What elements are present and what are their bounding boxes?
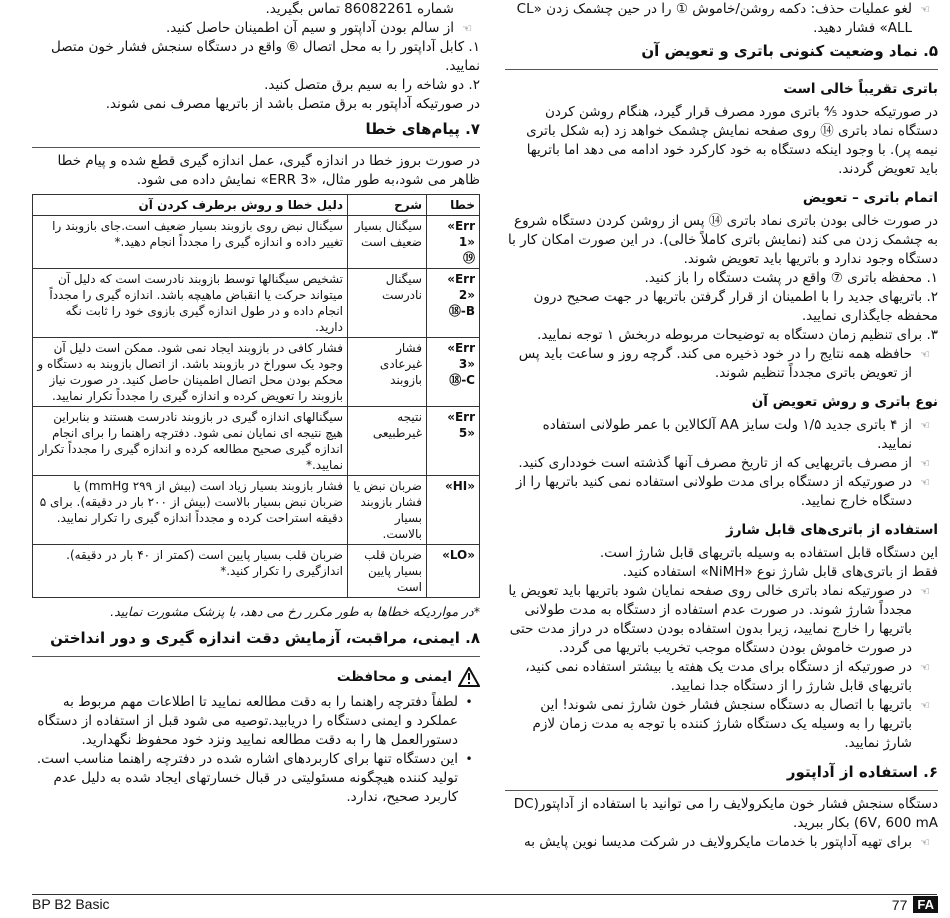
section-5-title: ۵. نماد وضعیت کنونی باتری و تعویض آن	[505, 42, 938, 70]
adapter-end-text: در صورتیکه آداپتور به برق متصل باشد از باتریها مصرف نمی شوند.	[105, 96, 480, 112]
note-adapter-check: ☜ از سالم بودن آداپتور و سیم آن اطمینان حاصل کنید.	[32, 19, 480, 38]
adapter-text: دستگاه سنجش فشار خون مایکرولایف را می توانید با استفاده از آداپتور(DC 6V, 600 mA) بکار ببرید.	[513, 796, 938, 831]
warning-icon	[458, 667, 480, 687]
note-rechargeable-1: ☜ در صورتیکه نماد باتری خالی روی صفحه نمایان شود باتریها باید تعویض یا مجدداً شارژ شوند. در صورت عدم استفاده از دستگاه به مدت طولانی باتریها را خارج نمایید، زیرا بدون استفاده بودن دستگاه در دراز مدت حتی در صورت خاموش بودن دستگاه موجب تخریب باتریها می گردد.	[505, 582, 938, 658]
section-6-title: ۶. استفاده از آداپتور	[505, 763, 938, 791]
adapter-step-2: ۲. دو شاخه را به سیم برق متصل کنید.	[264, 77, 480, 93]
error-code: «Err 3»	[447, 341, 475, 371]
error-code: «HI»	[444, 479, 475, 493]
note-adapter: ☜ برای تهیه آداپتور با خدمات مایکرولایف در شرکت مدیسا نوین پایش به	[505, 833, 938, 852]
error-reason: تشخیص سیگنالها توسط بازوبند نادرست است که دلیل آن میتواند حرکت یا انقباض ماهیچه باشد. اندازه گیری را مجدداً انجام داده و در طول اندازه گیری بازوی خود را ثابت نگه دارید.	[33, 269, 348, 338]
error-reason: فشار بازوبند بسیار زیاد است (بیش از ۲۹۹ mmHg) یا ضربان نبض بسیار بالاست (بیش از ۲۰۰ بار در دقیقه). برای ۵ دقیقه استراحت کرده و مجدداً اندازه گیری را تکرار نمایید.	[33, 476, 348, 545]
error-code-cell	[427, 407, 480, 476]
error-code: «Err 2»	[447, 272, 475, 302]
error-intro: در صورت بروز خطا در اندازه گیری، عمل اندازه گیری قطع شده و پیام خطا ظاهر می شود،به طور مثال، «ERR 3» نمایش داده می شود.	[57, 153, 480, 188]
note-rechargeable-3: ☜ باتریها با اتصال به دستگاه سنجش فشار خون شارژ نمی شوند! این باتریها را به وسیله یک دستگاه شارژ کننده با توجه به مدت زمان لازم شارژ نمایید.	[505, 696, 938, 753]
low-battery-text: در صورتیکه حدود ⅘ باتری مورد مصرف قرار گیرد، هنگام روشن کردن دستگاه نماد باتری ⑭ روی صفحه نمایش چشمک خواهد زد (به شکل باتری نیمه پر). با وجود اینکه دستگاه به خود کارکرد خود ادامه می دهد اما باتریها باید تعویض گردند.	[526, 104, 938, 177]
low-battery-title: باتری تقریباً خالی است	[783, 81, 938, 97]
error-desc: سیگنال نادرست	[348, 269, 427, 338]
footer-page-info	[892, 896, 938, 913]
safety-bullet-1: • لطفاً دفترچه راهنما را به دقت مطالعه نمایید تا اطلاعات مهم مربوط به عملکرد و ایمنی دستگاه را دریابید.توصیه می شود قبل از استفاده از دستگاه دستورالعمل ها را به دقت مطالعه نمایید ونزد خود محفوظ نگهدارید.	[32, 693, 480, 750]
error-code-cell	[427, 476, 480, 545]
table-row	[33, 338, 480, 407]
header-reason: دلیل خطا و روش برطرف کردن آن	[33, 195, 348, 216]
note-icon: ☜	[920, 457, 930, 470]
table-row	[33, 269, 480, 338]
section-7-title: ۷. پیام‌های خطا	[32, 120, 480, 148]
phone-text: شماره 86082261 تماس بگیرید.	[265, 1, 454, 17]
note-battery-type-3: ☜ در صورتیکه از دستگاه برای مدت طولانی استفاده نمی کنید باتریها را از دستگاه خارج نمایید.	[505, 473, 938, 511]
error-table	[32, 194, 480, 598]
table-header-row	[33, 195, 480, 216]
empty-battery-text: در صورت خالی بودن باتری نماد باتری ⑭ پس از روشن کردن دستگاه شروع به چشمک زدن می کند (نمایش باتری کاملاً خالی). در این صورت امکان کار با دستگاه وجود ندارد و باتریها باید تعویض شوند.	[507, 213, 938, 267]
table-row	[33, 216, 480, 269]
safety-title: ایمنی و محافظت	[336, 668, 452, 685]
error-code-cell	[427, 545, 480, 598]
error-desc: ضربان نبض یا فشار بازوبند بسیار بالاست.	[348, 476, 427, 545]
note-icon: ☜	[920, 661, 930, 674]
bullet-icon: •	[465, 752, 473, 766]
header-code: خطا	[427, 195, 480, 216]
header-desc: شرح	[348, 195, 427, 216]
note-icon: ☜	[920, 348, 930, 361]
error-reason: سیگنال نبض روی بازوبند بسیار ضعیف است.جای بازوبند را تغییر داده و اندازه گیری را مجدداً انجام دهید.*	[33, 216, 348, 269]
error-desc: نتیجه غیرطبیعی	[348, 407, 427, 476]
footer-model: BP B2 Basic	[32, 896, 110, 912]
note-icon: ☜	[920, 476, 930, 489]
note-icon: ☜	[920, 585, 930, 598]
table-row	[33, 545, 480, 598]
battery-type-title: نوع باتری و روش تعویض آن	[751, 394, 938, 410]
note-rechargeable-2: ☜ در صورتیکه از دستگاه برای مدت یک هفته یا بیشتر استفاده نمی کنید، باتریهای قابل شارژ را از دستگاه جدا نمایید.	[505, 658, 938, 696]
left-column	[32, 0, 480, 807]
bullet-icon: •	[465, 695, 473, 709]
error-code: «Err 1»	[447, 219, 475, 249]
section-8-title: ۸. ایمنی، مراقبت، آزمایش دقت اندازه گیری و دور انداختن	[32, 629, 480, 657]
step-1: ۱. محفظه باتری ⑦ واقع در پشت دستگاه را باز کنید.	[644, 270, 938, 286]
footer-divider	[32, 894, 937, 895]
right-column	[505, 0, 938, 852]
note-icon: ☜	[462, 22, 472, 35]
error-reason: سیگنالهای اندازه گیری در بازوبند نادرست هستند و بنابراین هیچ نتیجه ای نمایان نمی شود. دفترچه راهنما را برای انجام اندازه گیری صحیح مطالعه کرده و اندازه گیری را مجدداً تکرار نمایید.*	[33, 407, 348, 476]
table-row	[33, 407, 480, 476]
empty-battery-title: اتمام باتری – تعویض	[802, 190, 938, 206]
note-cancel-delete: ☜ لغو عملیات حذف: دکمه روشن/خاموش ① را در حین چشمک زدن «CL ALL» فشار دهید.	[505, 0, 938, 38]
page-number: 77	[891, 896, 908, 913]
note-icon: ☜	[920, 836, 930, 849]
safety-bullet-2: • این دستگاه تنها برای کاربردهای اشاره شده در دفترچه راهنما مناسب است. تولید کننده هیچگونه مسئولیتی در قبال خسارتهای ایجاد شده به دلیل عدم کاربرد صحیح، ندارد.	[32, 750, 480, 807]
note-battery-type-1: ☜ از ۴ باتری جدید ۱/۵ ولت سایز AA آلکالاین با عمر طولانی استفاده نمایید.	[505, 416, 938, 454]
note-memory: ☜ حافظه همه نتایج را در خود ذخیره می کند. گرچه روز و ساعت باید پس از تعویض باتری مجدداً تنظیم شوند.	[505, 345, 938, 383]
note-battery-type-2: ☜ از مصرف باتریهایی که از تاریخ مصرف آنها گذشته است خودداری کنید.	[505, 454, 938, 473]
error-code-cell	[427, 269, 480, 338]
note-icon: ☜	[920, 3, 930, 16]
error-code: «LO»	[442, 548, 475, 562]
error-ref: ⑲	[462, 251, 475, 265]
rechargeable-text-1: این دستگاه قابل استفاده به وسیله باتریهای قابل شارژ است.	[599, 545, 938, 561]
error-code: «Err 5»	[447, 410, 475, 440]
error-desc: فشار غیرعادی بازوبند	[348, 338, 427, 407]
step-3: ۳. برای تنظیم زمان دستگاه به توضیحات مربوطه دربخش ۱ توجه نمایید.	[537, 327, 938, 343]
note-icon: ☜	[920, 419, 930, 432]
table-row	[33, 476, 480, 545]
error-ref: ⑱-B	[448, 304, 475, 318]
error-reason: فشار کافی در بازوبند ایجاد نمی شود. ممکن است دلیل آن وجود یک سوراخ در بازوبند باشد. از اتصال بازوبند به دستگاه و محکم بودن محل اتصال اطمینان حاصل کنید. در صورت نیاز بازوبند را تعویض کرده و اندازه گیری را مجدداً تکرار نمایید.	[33, 338, 348, 407]
error-footnote: *در مواردیکه خطاها به طور مکرر رخ می دهد، با پزشک مشورت نمایید.	[110, 604, 480, 619]
error-desc: سیگنال بسیار ضعیف است	[348, 216, 427, 269]
safety-heading	[32, 667, 480, 687]
error-reason: ضربان قلب بسیار پایین است (کمتر از ۴۰ بار در دقیقه). اندازگیری را تکرار کنید.*	[33, 545, 348, 598]
note-icon: ☜	[920, 699, 930, 712]
rechargeable-text-2: فقط از باتری‌های قابل شارژ نوع «NiMH» استفاده کنید.	[622, 564, 938, 580]
error-ref: ⑱-C	[449, 373, 475, 387]
adapter-step-1: ۱. کابل آداپتور را به محل اتصال ⑥ واقع در دستگاه سنجش فشار خون متصل نمایید.	[50, 39, 480, 74]
error-code-cell	[427, 338, 480, 407]
step-2: ۲. باتریهای جدید را با اطمینان از قرار گرفتن باتریها در جهت صحیح درون محفظه جایگذاری نمایید.	[533, 289, 938, 324]
error-desc: ضربان قلب بسیار پایین است	[348, 545, 427, 598]
language-badge: FA	[913, 896, 938, 913]
rechargeable-title: استفاده از باتری‌های قابل شارژ	[726, 522, 938, 538]
error-code-cell	[427, 216, 480, 269]
